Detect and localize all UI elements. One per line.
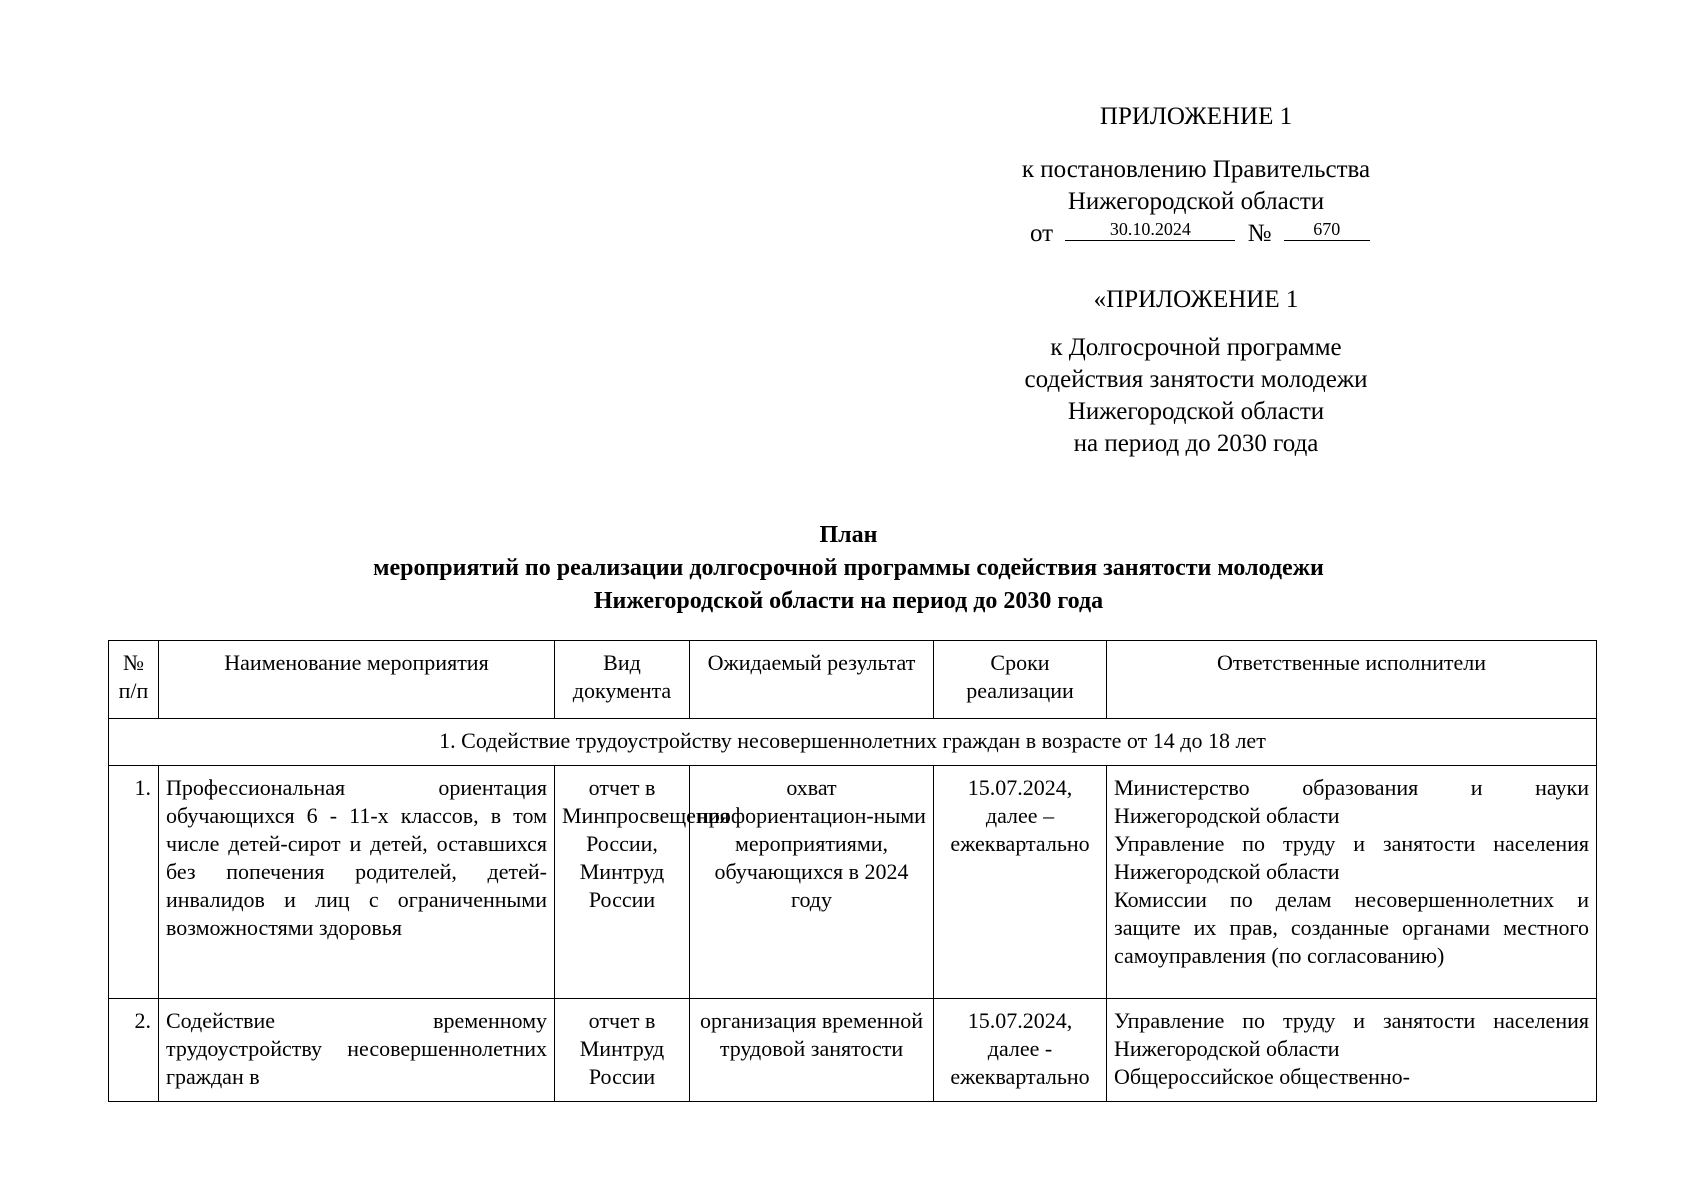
from-label: от xyxy=(1030,220,1054,247)
date-number-line xyxy=(1030,218,1376,248)
header-doc: Вид документа xyxy=(555,641,690,719)
table-row xyxy=(109,999,1597,1102)
program-line-2: содействия занятости молодежи xyxy=(1024,366,1368,393)
row-executors xyxy=(1107,999,1597,1102)
row-result: организация временной трудовой занятости xyxy=(690,999,934,1102)
header-terms: Сроки реализации xyxy=(934,641,1107,719)
header-num: № п/п xyxy=(109,641,159,719)
row-name: Содействие временному трудоустройству несовершеннолетних граждан в xyxy=(159,999,555,1102)
program-line-1: к Долгосрочной программе xyxy=(1050,334,1342,361)
row-doc: отчет в Минпросвещения России, Минтруд России xyxy=(555,766,690,999)
appendix-quoted-heading: «ПРИЛОЖЕНИЕ 1 xyxy=(1093,286,1299,313)
date-field xyxy=(1065,218,1235,241)
resolution-line-1: к постановлению Правительства xyxy=(1021,156,1371,183)
number-label: № xyxy=(1247,220,1272,247)
header-name: Наименование мероприятия xyxy=(159,641,555,719)
row-num: 2. xyxy=(109,999,159,1102)
title-line-1: План xyxy=(819,522,878,548)
executor-line: Управление по труду и занятости населения Нижегородской области xyxy=(1114,1008,1589,1061)
number-value: 670 xyxy=(1313,219,1341,239)
title-line-3: Нижегородской области на период до 2030 года xyxy=(593,588,1104,614)
row-terms: 15.07.2024, далее – ежеквартально xyxy=(934,766,1107,999)
row-doc: отчет в Минтруд России xyxy=(555,999,690,1102)
executor-line: Общероссийское общественно- xyxy=(1114,1064,1411,1089)
row-name: Профессиональная ориентация обучающихся 6 - 11-х классов, в том числе детей-сирот и детей, оставшихся без попечения родителей, детей-инвалидов и лиц с ограниченными возможностями здоровья xyxy=(159,766,555,999)
program-reference xyxy=(986,332,1406,460)
executor-line: Управление по труду и занятости населения Нижегородской области xyxy=(1114,831,1589,884)
number-field xyxy=(1284,218,1370,241)
row-num: 1. xyxy=(109,766,159,999)
table-row xyxy=(109,766,1597,999)
executor-line: Комиссии по делам несовершеннолетних и защите их прав, созданные органами местного самоуправления (по согласованию) xyxy=(1114,887,1589,968)
resolution-reference xyxy=(986,154,1406,218)
document-title xyxy=(0,519,1697,618)
executor-line: Министерство образования и науки Нижегородской области xyxy=(1114,775,1589,828)
plan-table xyxy=(108,640,1597,1102)
resolution-line-2: Нижегородской области xyxy=(1067,188,1325,215)
title-line-2: мероприятий по реализации долгосрочной программы содействия занятости молодежи xyxy=(373,555,1324,581)
section-row xyxy=(109,719,1597,766)
header-executors: Ответственные исполнители xyxy=(1107,641,1597,719)
appendix-heading: ПРИЛОЖЕНИЕ 1 xyxy=(1099,103,1293,130)
date-value: 30.10.2024 xyxy=(1109,219,1191,239)
row-executors xyxy=(1107,766,1597,999)
row-terms: 15.07.2024, далее - ежеквартально xyxy=(934,999,1107,1102)
program-line-4: на период до 2030 года xyxy=(1073,430,1319,457)
header-result: Ожидаемый результат xyxy=(690,641,934,719)
table-header-row xyxy=(109,641,1597,719)
section-title: 1. Содействие трудоустройству несовершеннолетних граждан в возрасте от 14 до 18 лет xyxy=(109,719,1597,766)
program-line-3: Нижегородской области xyxy=(1067,398,1325,425)
row-result: охват профориентацион-ными мероприятиями, обучающихся в 2024 году xyxy=(690,766,934,999)
